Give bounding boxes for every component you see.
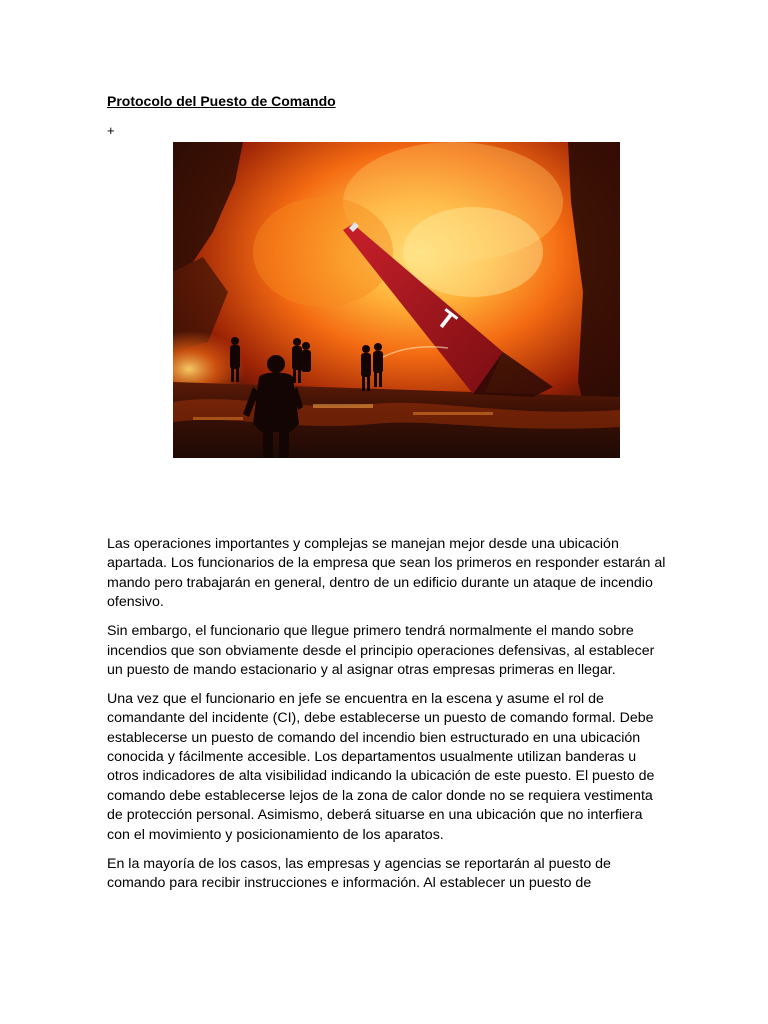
tail-logo: T bbox=[431, 303, 463, 337]
fire-scene-photo bbox=[173, 142, 620, 458]
document-body bbox=[107, 535, 667, 903]
document-title: Protocolo del Puesto de Comando bbox=[107, 93, 336, 109]
paragraph-1: Las operaciones importantes y complejas se manejan mejor desde una ubicación apartada. Los funcionarios de la empresa que sean los primeros en responder estarán al mando pero trabajarán en general, dentro de un edificio durante un ataque de incendio ofensivo. bbox=[107, 536, 666, 611]
paragraph-3: Una vez que el funcionario en jefe se encuentra en la escena y asume el rol de comandante del incidente (CI), debe establecerse un puesto de comando formal. Debe establecerse un puesto de comando del incendio bien estructurado en una ubicación conocida y fácilmente accesible. Los departamentos usualmente utilizan banderas u otros indicadores de alta visibilidad indicando la ubicación de este puesto. El puesto de comando debe establecerse lejos de la zona de calor donde no se requiera vestimenta de protección personal. Asimismo, deberá situarse en una ubicación que no interfiera con el movimiento y posicionamiento de los aparatos. bbox=[107, 690, 655, 843]
paragraph-2: Sin embargo, el funcionario que llegue primero tendrá normalmente el mando sobre incendios que son obviamente desde el principio operaciones defensivas, al establecer un puesto de mando estacionario y al asignar otras empresas primeras en llegar. bbox=[107, 623, 655, 678]
plus-marker: + bbox=[107, 123, 115, 138]
paragraph-4: En la mayoría de los casos, las empresas y agencias se reportarán al puesto de comando para recibir instrucciones e información. Al establecer un puesto de bbox=[107, 855, 611, 891]
